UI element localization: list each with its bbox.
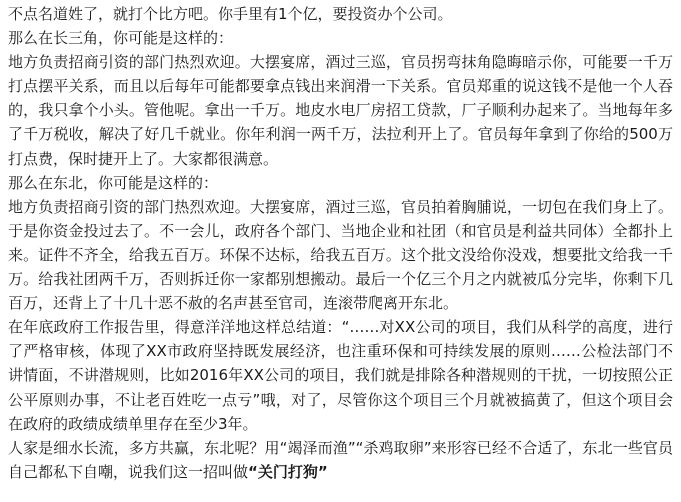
paragraph-conclusion: [8, 436, 673, 484]
conclusion-emphasis: “关门打狗”: [248, 462, 328, 481]
paragraph-northeast-scenario: 地方负责招商引资的部门热烈欢迎。大摆宴席，酒过三巡，官员拍着胸脯说，一切包在我们身上了。于是你资金投过去了。不一会儿，政府各个部门、当地企业和社团（和官员是利益共同体）全都扑上来。证件不齐全，给我五百万。环保不达标，给我五百万。这个批文没给你没戏，想要批文给我一千万。给我社团两千万，否则拆迁你一家都别想搬动。最后一个亿三个月之内就被瓜分完毕，你剩下几百万，还背上了十几十恶不赦的名声甚至官司，连滚带爬离开东北。: [8, 197, 673, 313]
paragraph-government-report: 在年底政府工作报告里，得意洋洋地这样总结道：“……对XX公司的项目，我们从科学的高度，进行了严格审核，体现了XX市政府坚持既发展经济，也注重环保和可持续发展的原则……公检法部门不讲情面，不讲潜规则，比如2016年XX公司的项目，我们就是排除各种潜规则的干扰，一切按照公正公平原则办事，不让老百姓吃一点亏”哦，对了，尽管你这个项目三个月就被搞黄了，但这个项目会在政府的政绩成绩单里存在至少3年。: [8, 318, 673, 433]
paragraph-northeast-heading: 那么在东北，你可能是这样的：: [8, 173, 219, 192]
paragraph-intro: 不点名道姓了，就打个比方吧。你手里有1个亿，要投资办个公司。: [8, 5, 453, 23]
paragraph-yangtze-scenario: 地方负责招商引资的部门热烈欢迎。大摆宴席，酒过三巡，官员拐弯抹角隐晦暗示你，可能要一千万打点摆平关系，而且以后每年可能都要拿点钱出来润滑一下关系。官员郑重的说这钱不是他一个人吞的，我只拿个小头。管他呢。拿出一千万。地皮水电厂房招工贷款，厂子顺利办起来了。当地每年多了千万税收，解决了好几千就业。你年利润一两千万，法拉利开上了。官员每年拿到了你给的500万打点费，保时捷开上了。大家都很满意。: [8, 53, 673, 168]
paragraph-yangtze-heading: 那么在长三角，你可能是这样的：: [8, 29, 234, 48]
conclusion-text: 人家是细水长流，多方共赢，东北呢？用“竭泽而渔”“杀鸡取卵”来形容已经不合适了，东北一些官员自己都私下自嘲，说我们这一招叫做: [8, 438, 673, 481]
